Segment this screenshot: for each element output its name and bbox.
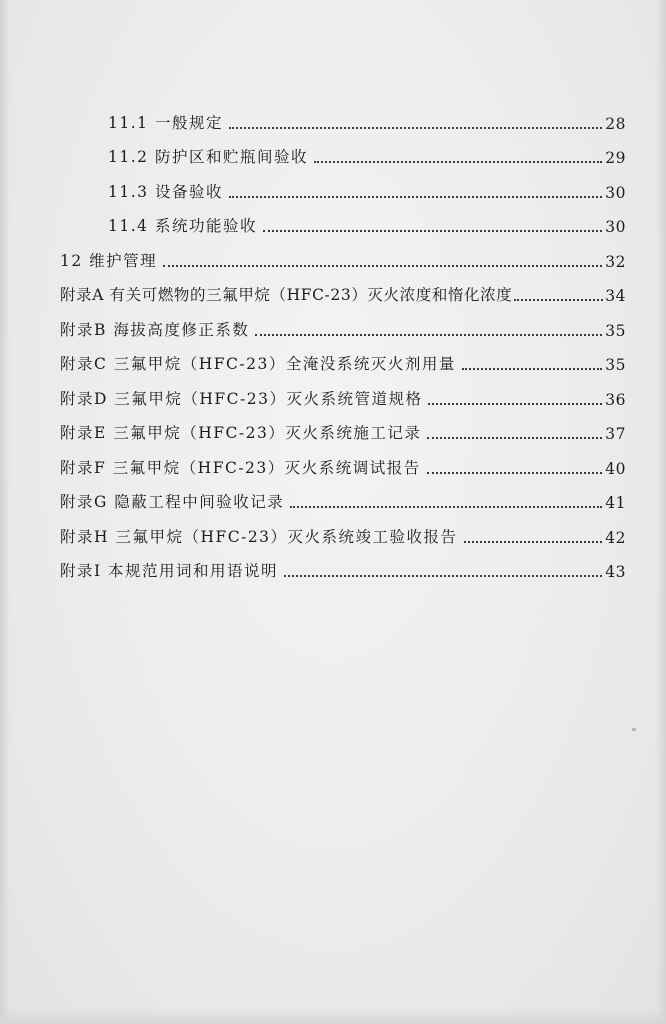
toc-entry[interactable]	[60, 305, 626, 340]
toc-dot-leader	[427, 437, 602, 439]
toc-entry-page: 28	[605, 114, 626, 133]
toc-entry-label: 附录A 有关可燃物的三氟甲烷（HFC-23）灭火浓度和惰化浓度	[60, 286, 513, 304]
toc-dot-leader	[464, 541, 603, 543]
toc-entry-label: 11.4 系统功能验收	[108, 217, 257, 235]
toc-entry-page: 34	[605, 287, 626, 305]
toc-dot-leader	[255, 334, 602, 336]
toc-entry-page: 37	[605, 425, 626, 443]
toc-entry-label: 11.1 一般规定	[108, 113, 223, 132]
toc-dot-leader	[290, 506, 602, 508]
toc-dot-leader	[284, 575, 602, 577]
toc-entry[interactable]	[60, 202, 626, 237]
toc-entry[interactable]	[60, 271, 626, 306]
toc-dot-leader	[263, 230, 602, 232]
toc-entry[interactable]	[60, 512, 626, 547]
toc-entry[interactable]	[60, 133, 626, 168]
toc-entry[interactable]	[60, 409, 626, 444]
toc-entry-page: 30	[605, 183, 626, 202]
toc-entry-page: 30	[605, 218, 626, 236]
toc-entry-label: 附录H 三氟甲烷（HFC-23）灭火系统竣工验收报告	[60, 527, 458, 546]
toc-entry-page: 35	[605, 321, 626, 340]
toc-dot-leader	[514, 299, 603, 301]
toc-entry-page: 36	[605, 390, 626, 409]
page-left-shadow	[0, 0, 10, 1024]
toc-dot-leader	[229, 196, 602, 198]
toc-entry-label: 12 维护管理	[60, 251, 158, 270]
toc-entry-page: 29	[605, 149, 626, 167]
toc-entry-page: 43	[605, 563, 626, 581]
toc-entry[interactable]	[60, 167, 626, 202]
toc-entry[interactable]	[60, 98, 626, 133]
toc-entry-label: 11.3 设备验收	[108, 182, 223, 201]
toc-entry-label: 附录C 三氟甲烷（HFC-23）全淹没系统灭火剂用量	[60, 355, 456, 373]
toc-dot-leader	[163, 265, 602, 267]
toc-entry[interactable]	[60, 340, 626, 375]
toc-dot-leader	[427, 472, 602, 474]
scan-speck	[632, 728, 636, 731]
toc-entry-page: 35	[605, 356, 626, 374]
toc-entry-page: 41	[605, 494, 626, 512]
toc-entry-label: 附录F 三氟甲烷（HFC-23）灭火系统调试报告	[60, 458, 421, 477]
toc-entry[interactable]	[60, 374, 626, 409]
toc-entry-page: 32	[605, 252, 626, 271]
toc-entry[interactable]	[60, 547, 626, 582]
toc-entry-label: 附录G 隐蔽工程中间验收记录	[60, 493, 285, 511]
toc-entry[interactable]	[60, 478, 626, 513]
toc-entry-label: 附录E 三氟甲烷（HFC-23）灭火系统施工记录	[60, 424, 422, 442]
toc-dot-leader	[314, 161, 602, 163]
toc-entry[interactable]	[60, 443, 626, 478]
toc-entry-label: 附录B 海拔高度修正系数	[60, 320, 250, 339]
toc-dot-leader	[428, 403, 602, 405]
toc-entry-page: 40	[605, 459, 626, 478]
page-right-shadow	[656, 0, 666, 1024]
toc-dot-leader	[462, 368, 602, 370]
table-of-contents	[60, 98, 626, 581]
toc-entry-label: 附录I 本规范用词和用语说明	[60, 562, 279, 580]
page-bottom-shadow	[0, 1008, 666, 1024]
toc-entry-label: 附录D 三氟甲烷（HFC-23）灭火系统管道规格	[60, 389, 423, 408]
toc-entry[interactable]	[60, 236, 626, 271]
toc-dot-leader	[229, 127, 602, 129]
toc-entry-page: 42	[605, 528, 626, 547]
toc-entry-label: 11.2 防护区和贮瓶间验收	[108, 148, 308, 166]
